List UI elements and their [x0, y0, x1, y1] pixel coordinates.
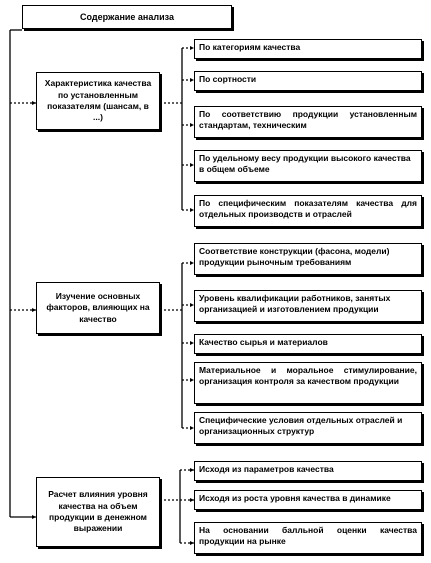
item-label: Исходя из роста уровня качества в динамике: [199, 493, 391, 503]
item-box: [194, 150, 422, 182]
item-box: [194, 412, 422, 444]
root-label: Содержание анализа: [79, 11, 174, 22]
item-label: На основании балльной оценки качества продукции на рынке: [199, 525, 417, 547]
item-box: [194, 362, 422, 404]
item-box: [194, 106, 422, 138]
item-label: По удельному весу продукции высокого качества в общем объеме: [199, 153, 411, 175]
category-label-1: Характеристика качества по установленным показателям (шансам, в ...): [44, 78, 152, 123]
item-label: По категориям качества: [199, 42, 301, 52]
item-label: По соответствию продукции установленным стандартам, техническим: [199, 109, 417, 131]
item-box: [194, 522, 422, 554]
item-label: Соответствие конструкции (фасона, модели) продукции рыночным требованиям: [199, 246, 390, 268]
item-label: Исходя из параметров качества: [199, 464, 334, 474]
item-label: По сортности: [199, 74, 257, 84]
item-box: [194, 490, 422, 510]
item-label: Специфические условия отдельных отраслей и организационных структур: [199, 415, 403, 437]
root-box: [22, 5, 232, 29]
category-box-2: [36, 282, 160, 334]
item-box: [194, 243, 422, 275]
item-box: [194, 195, 422, 227]
item-label: Качество сырья и материалов: [199, 337, 328, 347]
category-box-1: [36, 72, 160, 130]
item-box: [194, 39, 422, 59]
item-box: [194, 71, 422, 91]
item-label: Материальное и моральное стимулирование, организация контроля за качеством продукции: [199, 365, 417, 387]
item-box: [194, 461, 422, 481]
item-label: Уровень квалификации работников, занятых организацией и изготовлением продукции: [199, 293, 391, 315]
item-box: [194, 290, 422, 322]
item-box: [194, 334, 422, 354]
category-box-3: [36, 477, 160, 547]
item-label: По специфическим показателям качества для отдельных производств и отраслей: [199, 198, 417, 220]
category-label-2: Изучение основных факторов, влияющих на качество: [46, 290, 150, 324]
category-label-3: Расчет влияния уровня качества на объем продукции в денежном выражении: [48, 489, 148, 534]
